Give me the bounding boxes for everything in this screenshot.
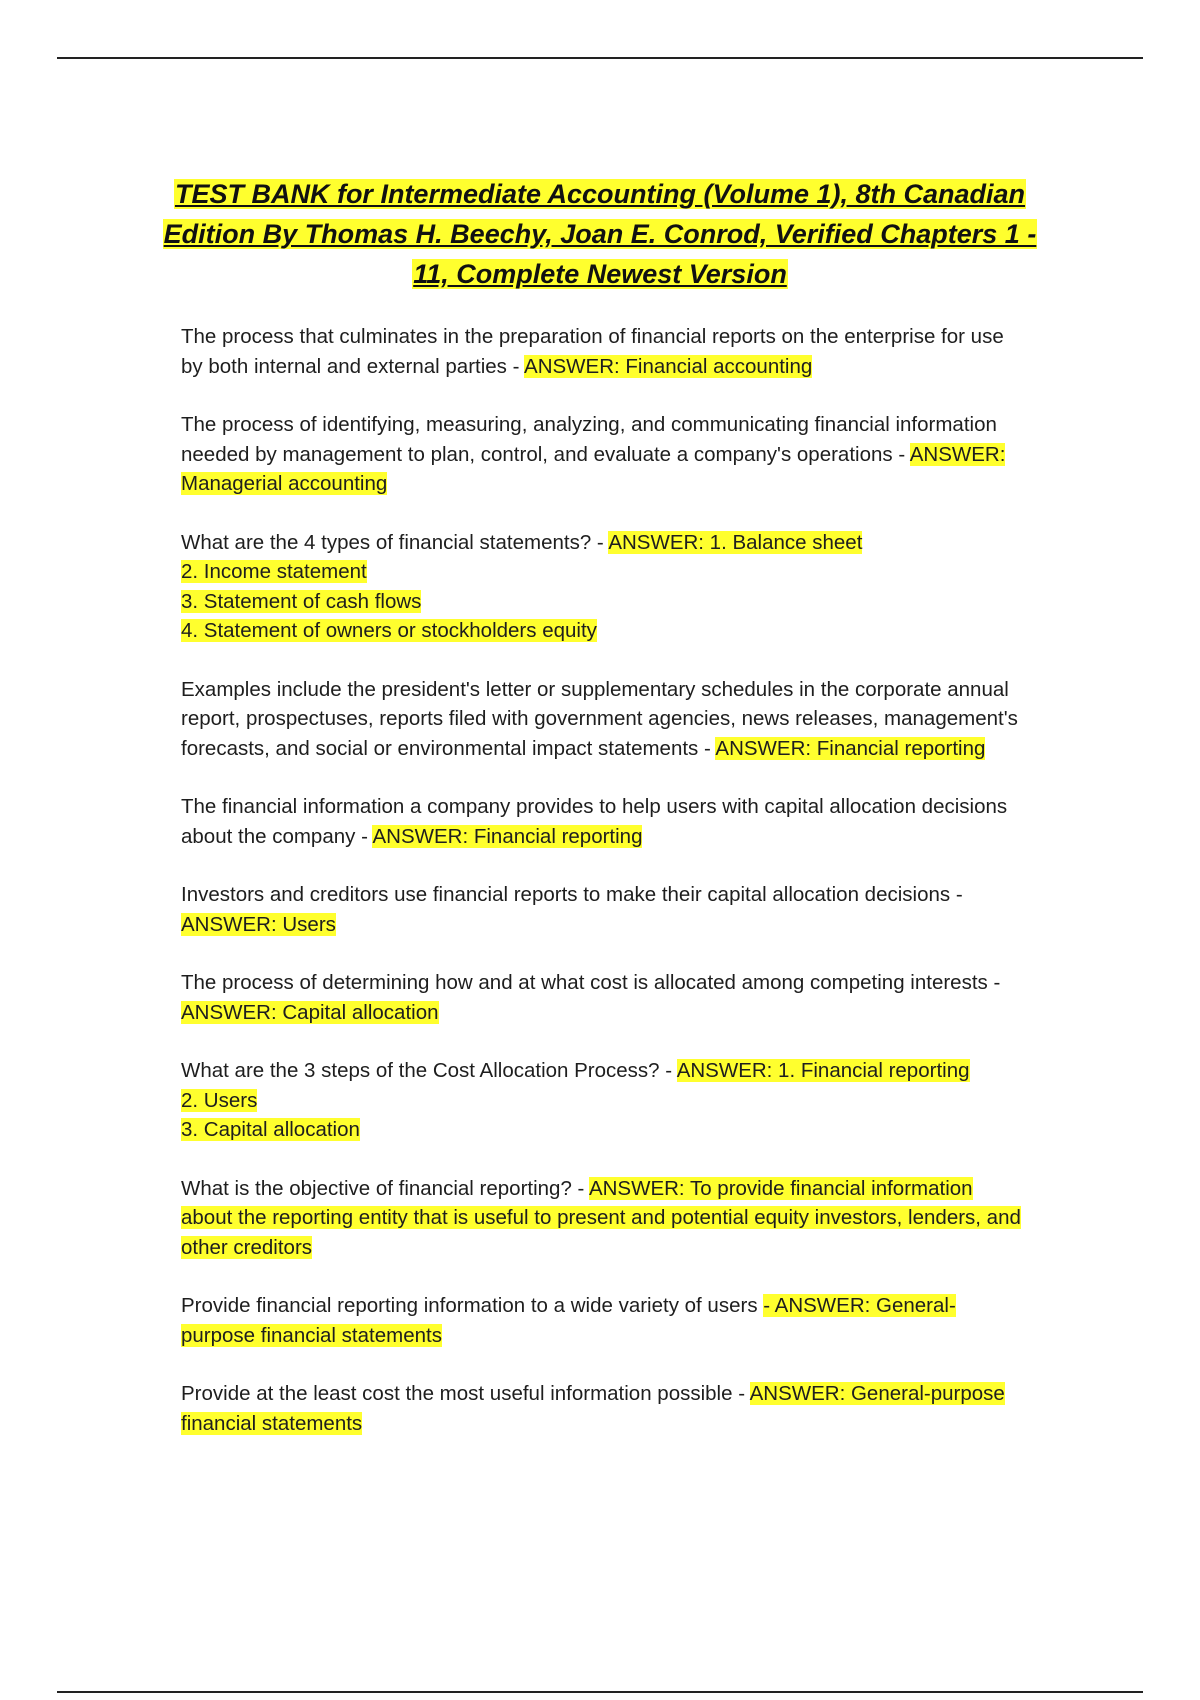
question-text: The process of determining how and at what cost is allocated among competing interests - xyxy=(181,971,1001,994)
answer-line xyxy=(181,587,1021,617)
qa-item xyxy=(181,675,1021,764)
answer-line xyxy=(181,1086,1021,1116)
answer-line-text: 2. Income statement xyxy=(181,560,367,583)
question-text: Provide at the least cost the most useful information possible - xyxy=(181,1382,750,1405)
answer-text: ANSWER: Managerial accounting xyxy=(181,442,1006,495)
question-text: The process of identifying, measuring, analyzing, and communicating financial information needed by management to plan, control, and evaluate a company's operations - xyxy=(181,413,997,466)
question-text: Investors and creditors use financial reports to make their capital allocation decisions - xyxy=(181,883,963,906)
qa-list xyxy=(181,322,1021,1467)
document-title-text: TEST BANK for Intermediate Accounting (Volume 1), 8th Canadian Edition By Thomas H. Beechy, Joan E. Conrod, Verified Chapters 1 - 11, Complete Newest Version xyxy=(163,179,1037,289)
qa-item xyxy=(181,968,1021,1027)
answer-line xyxy=(181,557,1021,587)
qa-item xyxy=(181,1291,1021,1350)
answer-line xyxy=(181,616,1021,646)
top-rule xyxy=(57,57,1143,59)
qa-item xyxy=(181,880,1021,939)
answer-text: ANSWER: Capital allocation xyxy=(181,1000,439,1024)
qa-item xyxy=(181,322,1021,381)
document-title xyxy=(150,174,1050,294)
qa-item xyxy=(181,792,1021,851)
answer-line-text: 3. Statement of cash flows xyxy=(181,589,422,613)
answer-line-text: 2. Users xyxy=(181,1088,258,1112)
question-text: What is the objective of financial reporting? - xyxy=(181,1176,589,1200)
qa-item xyxy=(181,528,1021,646)
answer-text: - ANSWER: General-purpose financial statements xyxy=(181,1294,956,1347)
question-text: Provide financial reporting information to a wide variety of users xyxy=(181,1294,764,1317)
answer-text: ANSWER: Users xyxy=(181,912,336,936)
qa-item xyxy=(181,410,1021,499)
answer-line-text: 3. Capital allocation xyxy=(181,1118,360,1141)
answer-text: ANSWER: Financial reporting xyxy=(372,824,643,848)
answer-line xyxy=(181,1115,1021,1145)
question-text: The process that culminates in the preparation of financial reports on the enterprise for use by both internal and external parties - xyxy=(181,325,1004,378)
answer-line-text: 4. Statement of owners or stockholders equity xyxy=(181,619,597,642)
question-text: What are the 3 steps of the Cost Allocation Process? - xyxy=(181,1059,677,1082)
question-text: Examples include the president's letter or supplementary schedules in the corporate annual report, prospectuses, reports filed with government agencies, news releases, management's forecasts, and social or environmental impact statements - xyxy=(181,677,1018,760)
bottom-rule xyxy=(57,1691,1143,1693)
answer-text: ANSWER: General-purpose financial statements xyxy=(181,1382,1005,1435)
question-text: The financial information a company provides to help users with capital allocation decisions about the company - xyxy=(181,795,1008,848)
qa-item xyxy=(181,1174,1021,1263)
question-text: What are the 4 types of financial statements? - xyxy=(181,530,609,554)
answer-text: ANSWER: To provide financial information about the reporting entity that is useful to present and potential equity investors, lenders, and other creditors xyxy=(181,1176,1021,1259)
answer-text: ANSWER: 1. Balance sheet xyxy=(608,530,863,554)
qa-item xyxy=(181,1056,1021,1145)
answer-text: ANSWER: Financial accounting xyxy=(524,354,813,378)
qa-item xyxy=(181,1379,1021,1438)
answer-text: ANSWER: 1. Financial reporting xyxy=(676,1059,970,1082)
answer-text: ANSWER: Financial reporting xyxy=(715,736,986,760)
